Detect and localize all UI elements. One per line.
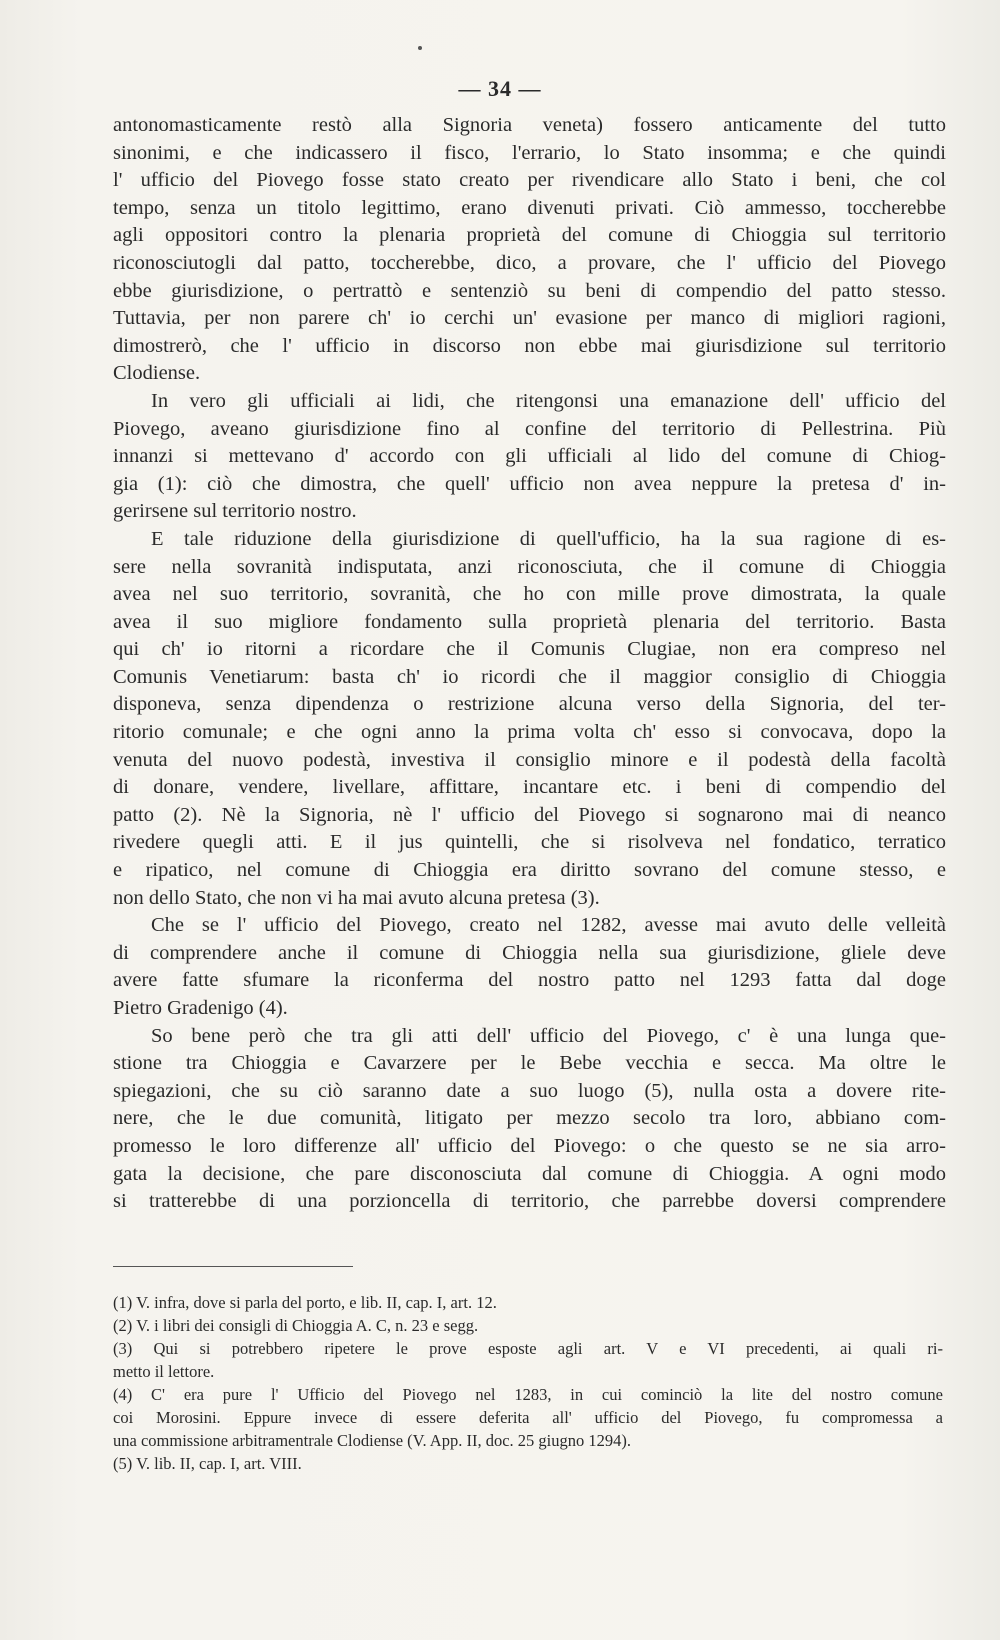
text-line: Piovego, aveano giurisdizione fino al confine del territorio di Pellestrina. Più: [113, 417, 946, 440]
text-line: nere, che le due comunità, litigato per mezzo secolo tra loro, abbiano com-: [113, 1107, 946, 1130]
text-line: promesso le loro differenze all' ufficio del Piovego: o che questo se ne sia arro-: [113, 1134, 946, 1157]
text-line: innanzi si mettevano d' accordo con gli ufficiali al lido del comune di Chiog-: [113, 445, 946, 468]
text-line: E tale riduzione della giurisdizione di quell'ufficio, ha la sua ragione di es-: [151, 527, 946, 550]
text-line: riconosciutogli dal patto, toccherebbe, dico, a provare, che l' ufficio del Piovego: [113, 251, 946, 274]
text-line: patto (2). Nè la Signoria, nè l' ufficio del Piovego si sognarono mai di neanco: [113, 803, 946, 826]
footnote-line: coi Morosini. Eppure invece di essere deferita all' ufficio del Piovego, fu compromessa a: [113, 1408, 943, 1427]
text-line: l' ufficio del Piovego fosse stato creato per rivendicare allo Stato i beni, che col: [113, 169, 946, 192]
text-line: antonomasticamente restò alla Signoria veneta) fossero anticamente del tutto: [113, 114, 946, 136]
text-line: stione tra Chioggia e Cavarzere per le Bebe vecchia e secca. Ma oltre le: [113, 1052, 946, 1075]
text-line: Pietro Gradenigo (4).: [113, 997, 288, 1019]
text-line: venuta del nuovo podestà, investiva il consiglio minore e il podestà della facoltà: [113, 748, 946, 771]
text-line: gia (1): ciò che dimostra, che quell' ufficio non avea neppure la pretesa d' in-: [113, 472, 946, 495]
text-line: ritorio comunale; e che ogni anno la prima volta ch' esso si convocava, dopo la: [113, 721, 946, 744]
text-line: gata la decisione, che pare disconosciuta dal comune di Chioggia. A ogni modo: [113, 1162, 946, 1185]
text-line: non dello Stato, che non vi ha mai avuto alcuna pretesa (3).: [113, 886, 600, 909]
page-number: — 34 —: [458, 76, 542, 101]
text-line: gerirsene sul territorio nostro.: [113, 500, 357, 523]
text-line: ebbe giurisdizione, o pertrattò e sentenziò su beni di compendio del patto stesso.: [113, 279, 946, 302]
footnote-line: (4) C' era pure l' Ufficio del Piovego nel 1283, in cui cominciò la lite del nostro comune: [113, 1385, 943, 1404]
text-line: di comprendere anche il comune di Chioggia nella sua giurisdizione, gliele deve: [113, 941, 946, 964]
text-line: tempo, senza un titolo legittimo, erano divenuti privati. Ciò ammesso, toccherebbe: [113, 196, 946, 219]
text-line: avea nel suo territorio, sovranità, che ho con mille prove dimostrata, la quale: [113, 583, 946, 606]
footnote-line: (1) V. infra, dove si parla del porto, e lib. II, cap. I, art. 12.: [113, 1293, 497, 1312]
text-line: spiegazioni, che su ciò saranno date a suo luogo (5), nulla osta a dovere rite-: [113, 1079, 946, 1102]
text-line: sinonimi, e che indicassero il fisco, l'errario, lo Stato insomma; e che quindi: [113, 141, 946, 164]
body-text: [113, 112, 946, 1216]
text-line: avea il suo migliore fondamento sulla proprietà plenaria del territorio. Basta: [113, 610, 946, 633]
footnote-line: (2) V. i libri dei consigli di Chioggia A. C, n. 23 e segg.: [113, 1316, 479, 1335]
footnote-divider: [113, 1266, 353, 1267]
text-line: avere fatte sfumare la riconferma del nostro patto nel 1293 fatta dal doge: [113, 969, 946, 992]
footnote-line: metto il lettore.: [113, 1362, 215, 1381]
text-line: disponeva, senza dipendenza o restrizione alcuna verso della Signoria, del ter-: [113, 693, 946, 716]
text-line: So bene però che tra gli atti dell' ufficio del Piovego, c' è una lunga que-: [151, 1024, 946, 1047]
ink-speck: [418, 46, 422, 50]
footnote-line: (3) Qui si potrebbero ripetere le prove esposte agli art. V e VI precedenti, ai quali ri-: [113, 1339, 943, 1358]
text-line: di donare, vendere, livellare, affittare, incantare etc. i beni di compendio del: [113, 776, 946, 799]
text-line: qui ch' io ritorni a ricordare che il Comunis Clugiae, non era compreso nel: [113, 638, 946, 661]
text-line: Tuttavia, per non parere ch' io cerchi un' evasione per manco di migliori ragioni,: [113, 307, 946, 330]
text-line: Che se l' ufficio del Piovego, creato nel 1282, avesse mai avuto delle velleità: [151, 914, 946, 937]
footnote-line: una commissione arbitramentrale Clodiense (V. App. II, doc. 25 giugno 1294).: [113, 1431, 631, 1450]
text-line: sere nella sovranità indisputata, anzi riconosciuta, che il comune di Chioggia: [113, 555, 946, 578]
text-line: In vero gli ufficiali ai lidi, che ritengonsi una emanazione dell' ufficio del: [151, 389, 946, 412]
footnote-line: (5) V. lib. II, cap. I, art. VIII.: [113, 1454, 302, 1473]
text-line: e ripatico, nel comune di Chioggia era diritto sovrano del comune stesso, e: [113, 859, 946, 882]
text-line: dimostrerò, che l' ufficio in discorso non ebbe mai giurisdizione sul territorio: [113, 334, 946, 357]
text-line: agli oppositori contro la plenaria proprietà del comune di Chioggia sul territorio: [113, 224, 946, 247]
text-line: rivedere quegli atti. E il jus quintelli, che si risolveva nel fondatico, terratico: [113, 831, 946, 854]
text-line: Clodiense.: [113, 362, 201, 385]
footnotes: [113, 1291, 943, 1475]
text-line: Comunis Venetiarum: basta ch' io ricordi che il maggior consiglio di Chioggia: [113, 665, 946, 688]
text-line: si tratterebbe di una porzioncella di territorio, che parrebbe doversi comprendere: [113, 1190, 946, 1213]
